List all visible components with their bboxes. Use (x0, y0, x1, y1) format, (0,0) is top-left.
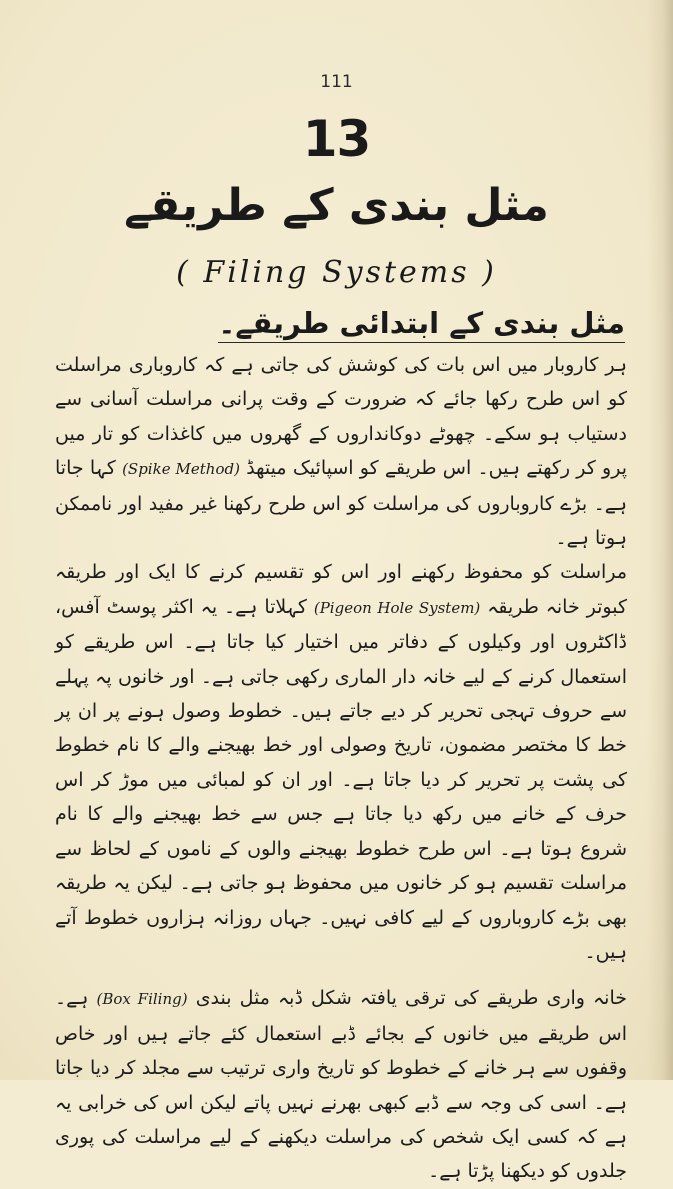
chapter-number: 13 (302, 110, 371, 168)
paragraph-1-latin-term: (Spike Method) (122, 460, 240, 479)
paragraph-3-text-end: ہے۔ اس طریقے میں خانوں کے بجائے ڈبے استعمال کئے جاتے ہیں اور خاص وقفوں سے ہر خانے کے خطوط کو تاریخ واری ترتیب سے مجلد کر دیا جاتا ہے۔ اسی کی وجہ سے ڈبے کبھی بھرنے نہیں پاتے لیکن اس کی خرابی یہ ہے کہ کسی ایک شخص کی مراسلت دیکھنے کے لیے مراسلت کی پوری جلدوں کو دیکھنا پڑتا ہے۔ (55, 987, 627, 1183)
paragraph-1-text: ہر کاروبار میں اس بات کی کوشش کی جاتی ہے کہ کاروباری مراسلت کو اس طرح رکھا جائے کہ ضرورت کے وقت پرانی مراسلت آسانی سے دستیاب ہو سکے۔ چھوٹے دوکانداروں کے گھروں میں کاغذات کو تار میں پرو کر رکھتے ہیں۔ اس طریقے کو اسپائیک میتھڈ (55, 354, 628, 480)
body-text (55, 348, 627, 1189)
chapter-subtitle: ( Filing Systems ) (176, 255, 497, 290)
paragraph-2-latin-term: (Pigeon Hole System) (313, 598, 481, 617)
section-heading: مثل بندی کے ابتدائی طریقے۔ (218, 306, 625, 343)
page-number: 111 (320, 72, 353, 92)
paragraph-3 (55, 981, 627, 1188)
chapter-title: مثل بندی کے طریقے (124, 180, 549, 231)
paragraph-3-text: خانہ واری طریقے کی ترقی یافتہ شکل ڈبہ مثل بندی (195, 987, 627, 1010)
paragraph-2-text-end: کہلاتا ہے۔ یہ اکثر پوسٹ آفس، ڈاکٹروں اور وکیلوں کے دفاتر میں اختیار کیا جاتا ہے۔ اس طریقے کو استعمال کرنے کے لیے خانہ دار الماری رکھی جاتی ہے۔ اور خانوں پہ پہلے سے حروف تہجی تحریر کر دیے جاتے ہیں۔ خطوط وصول ہونے پر ان پر خط کا مختصر مضمون، تاریخ وصولی اور خط بھیجنے والے کا نام خطوط کی پشت پر تحریر کر دیا جاتا ہے۔ اور ان کو لمبائی میں موڑ کر اس حرف کے خانے میں رکھ دیا جاتا ہے جس سے خط بھیجنے والے کا نام شروع ہوتا ہے۔ اس طرح خطوط بھیجنے والوں کے ناموں کے لحاظ سے مراسلت تقسیم ہو کر خانوں میں محفوظ ہو جاتی ہے۔ لیکن یہ طریقہ بھی بڑے کاروباروں کے لیے کافی نہیں۔ جہاں روزانہ ہزاروں خطوط آتے ہیں۔ (55, 595, 627, 963)
paragraph-2-text: مراسلت کو محفوظ رکھنے اور اس کو تقسیم کرنے کا ایک اور طریقہ کبوتر خانہ طریقہ (55, 561, 627, 618)
paragraph-3-latin-term: (Box Filing) (96, 990, 188, 1009)
paragraph-2 (55, 555, 627, 969)
paragraph-1-text-end: کہا جاتا ہے۔ بڑے کاروباروں کی مراسلت کو اس طرح رکھنا غیر مفید اور ناممکن ہوتا ہے۔ (55, 457, 627, 550)
paragraph-1 (55, 348, 627, 555)
